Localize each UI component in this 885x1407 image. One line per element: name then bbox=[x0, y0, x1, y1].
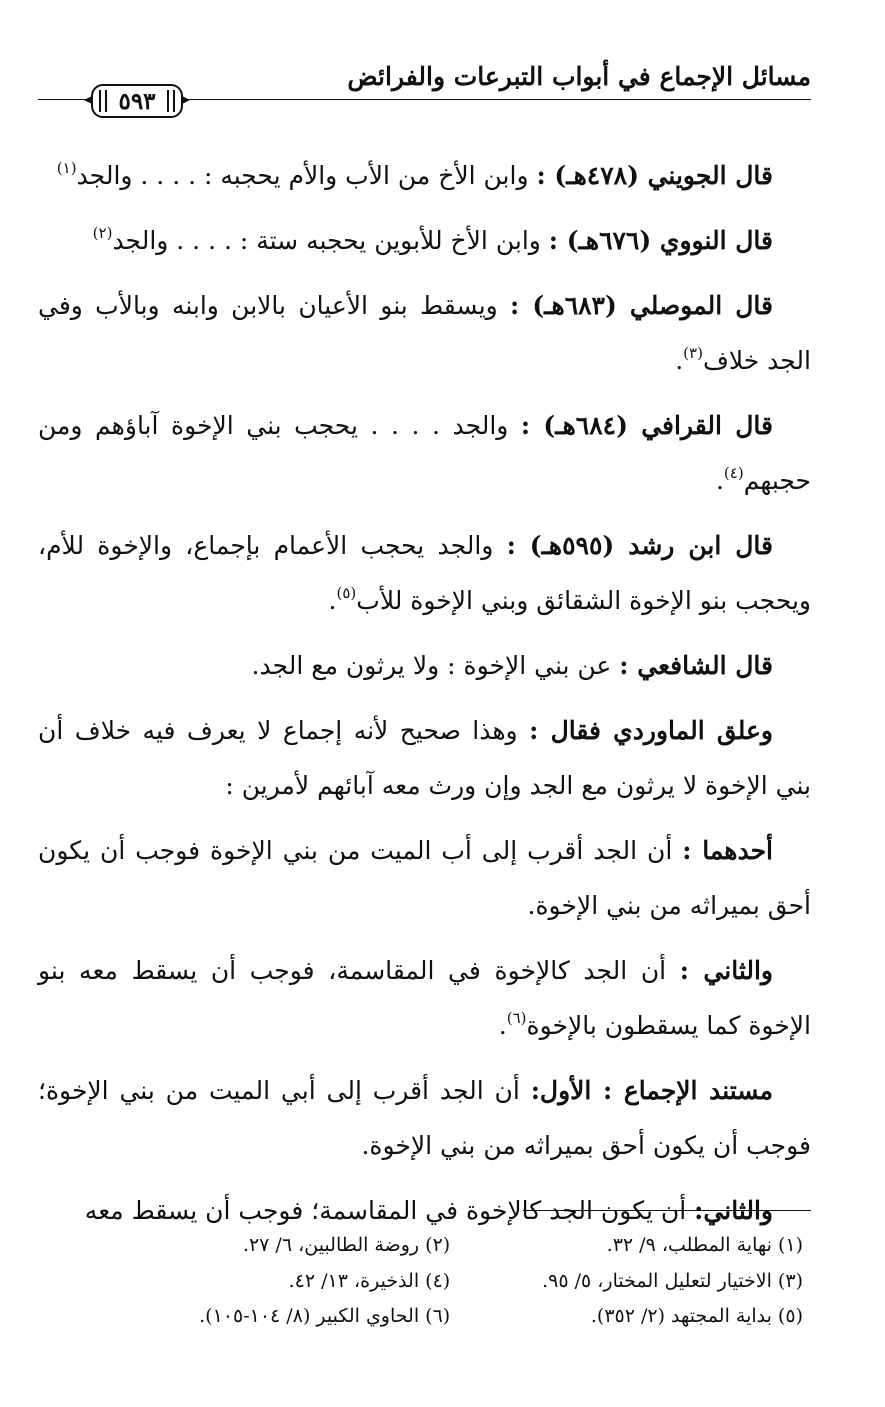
paragraph-nawawi bbox=[38, 213, 811, 268]
paragraph-lead: قال القرافي (٦٨٤هـ) : bbox=[520, 411, 773, 440]
paragraph-lead: وعلق الماوردي فقال : bbox=[529, 716, 773, 745]
paragraph-lead: قال الموصلي (٦٨٣هـ) : bbox=[510, 291, 773, 320]
paragraph-text: أن الجد كالإخوة في المقاسمة، فوجب أن يسقط معه بنو الإخوة كما يسقطون بالإخوة bbox=[38, 956, 811, 1040]
footnote-ref: (٥) bbox=[336, 584, 357, 602]
paragraph-qarafi bbox=[38, 398, 811, 508]
page-number: ٥٩٣ bbox=[118, 87, 156, 115]
paragraph-basis-first bbox=[38, 1063, 811, 1173]
ornament-right-tip bbox=[182, 96, 190, 104]
paragraph-second-reason bbox=[38, 943, 811, 1053]
footnote-6: (٦) الحاوي الكبير (٨/ ١٠٤-١٠٥). bbox=[199, 1305, 451, 1327]
paragraph-lead: والثاني: bbox=[694, 1196, 773, 1225]
paragraph-text: أن الجد أقرب إلى أب الميت من بني الإخوة فوجب أن يكون أحق بميراثه من بني الإخوة. bbox=[38, 836, 811, 920]
footnote-ref: (٦) bbox=[506, 1009, 527, 1027]
running-title: مسائل الإجماع في أبواب التبرعات والفرائض bbox=[347, 62, 811, 91]
page-number-ornament bbox=[91, 84, 183, 118]
footnote-ref: (٢) bbox=[92, 224, 113, 242]
paragraph-lead: والثاني : bbox=[679, 956, 773, 985]
footnotes-right-column bbox=[450, 1228, 803, 1335]
footnote-1: (١) نهاية المطلب، ٩/ ٣٢. bbox=[606, 1234, 803, 1256]
paragraph-lead: مستند الإجماع : الأول: bbox=[530, 1076, 773, 1105]
paragraph-tail: . bbox=[715, 466, 724, 495]
footnote-3: (٣) الاختيار لتعليل المختار، ٥/ ٩٥. bbox=[542, 1269, 803, 1292]
paragraph-mawardi bbox=[38, 703, 811, 813]
footnote-5: (٥) بداية المجتهد (٢/ ٣٥٢). bbox=[590, 1305, 803, 1327]
paragraph-first-reason bbox=[38, 823, 811, 933]
paragraph-tail: . bbox=[675, 346, 684, 375]
footnote-ref: (٤) bbox=[723, 464, 744, 482]
footnotes-left-column bbox=[97, 1228, 450, 1335]
paragraph-lead: قال ابن رشد (٥٩٥هـ) : bbox=[506, 531, 773, 560]
paragraph-text: وهذا صحيح لأنه إجماع لا يعرف فيه خلاف أن بني الإخوة لا يرثون مع الجد وإن ورث معه آبائهم لأمرين : bbox=[38, 716, 811, 800]
paragraph-text: والجد يحجب الأعمام بإجماع، والإخوة للأم، ويحجب بنو الإخوة الشقائق وبني الإخوة للأب bbox=[38, 531, 811, 615]
paragraph-text: عن بني الإخوة : ولا يرثون مع الجد. bbox=[251, 651, 620, 680]
paragraph-text: وابن الأخ من الأب والأم يحجبه : . . . . والجد bbox=[76, 161, 537, 190]
footnote-ref: (٣) bbox=[683, 344, 703, 362]
footnote-4: (٤) الذخيرة، ١٣/ ٤٢. bbox=[288, 1269, 451, 1292]
paragraph-tail: . bbox=[498, 1011, 507, 1040]
paragraph-text: أن الجد أقرب إلى أبي الميت من بني الإخوة؛ فوجب أن يكون أحق بميراثه من بني الإخوة. bbox=[38, 1076, 811, 1160]
footnotes bbox=[68, 1228, 803, 1335]
footnote-separator bbox=[523, 1210, 811, 1211]
footnote-2: (٢) روضة الطالبين، ٦/ ٢٧. bbox=[242, 1234, 451, 1256]
footnote-ref: (١) bbox=[56, 159, 77, 177]
paragraph-juwayni bbox=[38, 148, 811, 203]
paragraph-text: والجد . . . . يحجب بني الإخوة آباؤهم ومن حجبهم bbox=[38, 411, 811, 495]
paragraph-text: ويسقط بنو الأعيان بالابن وابنه وبالأب وفي الجد خلاف bbox=[38, 291, 811, 375]
paragraph-text: أن يكون الجد كالإخوة في المقاسمة؛ فوجب أن يسقط معه bbox=[84, 1196, 695, 1225]
paragraph-lead: قال الشافعي : bbox=[619, 651, 773, 680]
paragraph-lead: قال النووي (٦٧٦هـ) : bbox=[548, 226, 773, 255]
paragraph-mawsili bbox=[38, 278, 811, 388]
main-text bbox=[38, 148, 811, 1248]
paragraph-tail: . bbox=[328, 586, 337, 615]
paragraph-ibn-rushd bbox=[38, 518, 811, 628]
paragraph-shafii bbox=[38, 638, 811, 693]
paragraph-lead: قال الجويني (٤٧٨هـ) : bbox=[536, 161, 773, 190]
paragraph-lead: أحدهما : bbox=[682, 836, 773, 865]
paragraph-text: وابن الأخ للأبوين يحجبه ستة : . . . . والجد bbox=[112, 226, 549, 255]
